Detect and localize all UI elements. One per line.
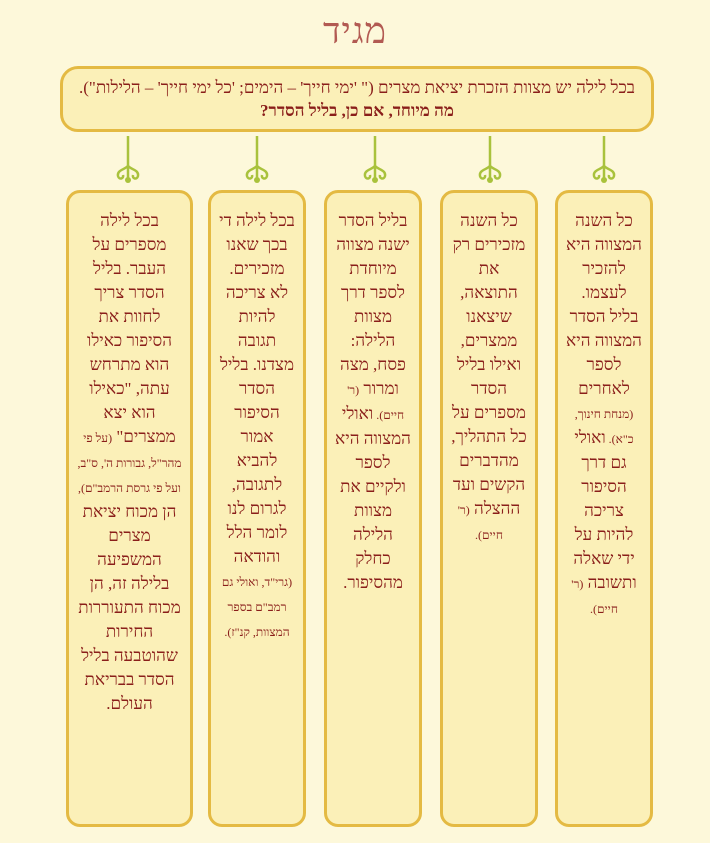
column-text: בכל לילה מספרים על העבר. בליל הסדר צריך לחוות את הסיפור כאילו הוא מתרחש עתה, "כאילו הוא יצא ממצרים": [86, 211, 176, 446]
connector-icon: [113, 136, 143, 186]
column-source: (מנחת חינוך, כ"א).: [574, 407, 634, 446]
column-3: [324, 190, 422, 827]
connector-icon: [589, 136, 619, 186]
column-4: [208, 190, 306, 827]
column-source: (על פי מהר"ל, גבורות ה', ס"ב, ועל פי גרסת הרמב"ם),: [77, 431, 182, 495]
column-text: כל השנה מזכירים רק את התוצאה, שיצאנו ממצרים, ואילו בליל הסדר מספרים על כל התהליך, מהדברים הקשים ועד ההצלה: [451, 211, 527, 518]
column-source: (גרי"ד, ואולי גם רמב"ם בספר המצוות, קנ"ז).: [221, 575, 293, 639]
column-source: (ר' חיים).: [457, 503, 503, 542]
column-text: ואולי המצווה היא לספר ולקיים את מצוות הלילה כחלק מהסיפור.: [335, 404, 411, 592]
connector-icon: [242, 136, 272, 186]
column-text: כל השנה המצווה היא להזכיר לעצמו. בליל הסדר המצווה היא לספר לאחרים: [566, 211, 642, 398]
intro-question: מה מיוחד, אם כן, בליל הסדר?: [260, 101, 454, 120]
page-title: מגיד: [323, 11, 387, 52]
column-text: הן מכוח יציאת מצרים המשפיעה בלילה זה, הן מכוח התעוררות החירות שהוטבעה בליל הסדר בבריאת העולם.: [78, 502, 181, 713]
column-text: ואולי גם דרך הסיפור צריכה להיות על ידי שאלה ותשובה: [573, 428, 637, 592]
column-source: (ר' חיים).: [347, 383, 405, 422]
intro-box: [60, 66, 654, 132]
connector-icon: [475, 136, 505, 186]
column-source: (ר' חיים).: [571, 577, 618, 616]
column-1: [555, 190, 653, 827]
column-2: [440, 190, 538, 827]
column-text: בכל לילה די בכך שאנו מזכירים. לא צריכה להיות תגובה מצדנו. בליל הסדר הסיפור אמור להביא לתגובה, לגרום לנו לומר הלל והודאה: [219, 211, 295, 566]
connector-icon: [360, 136, 390, 186]
intro-text: בכל לילה יש מצוות הזכרת יציאת מצרים (" 'ימי חייך' – הימים; 'כל ימי חייך' – הלילות").: [78, 78, 636, 97]
column-5: [66, 190, 193, 827]
column-text: בליל הסדר ישנה מצווה מיוחדת לספר דרך מצוות הלילה: פסח, מצה ומרור: [336, 211, 410, 398]
